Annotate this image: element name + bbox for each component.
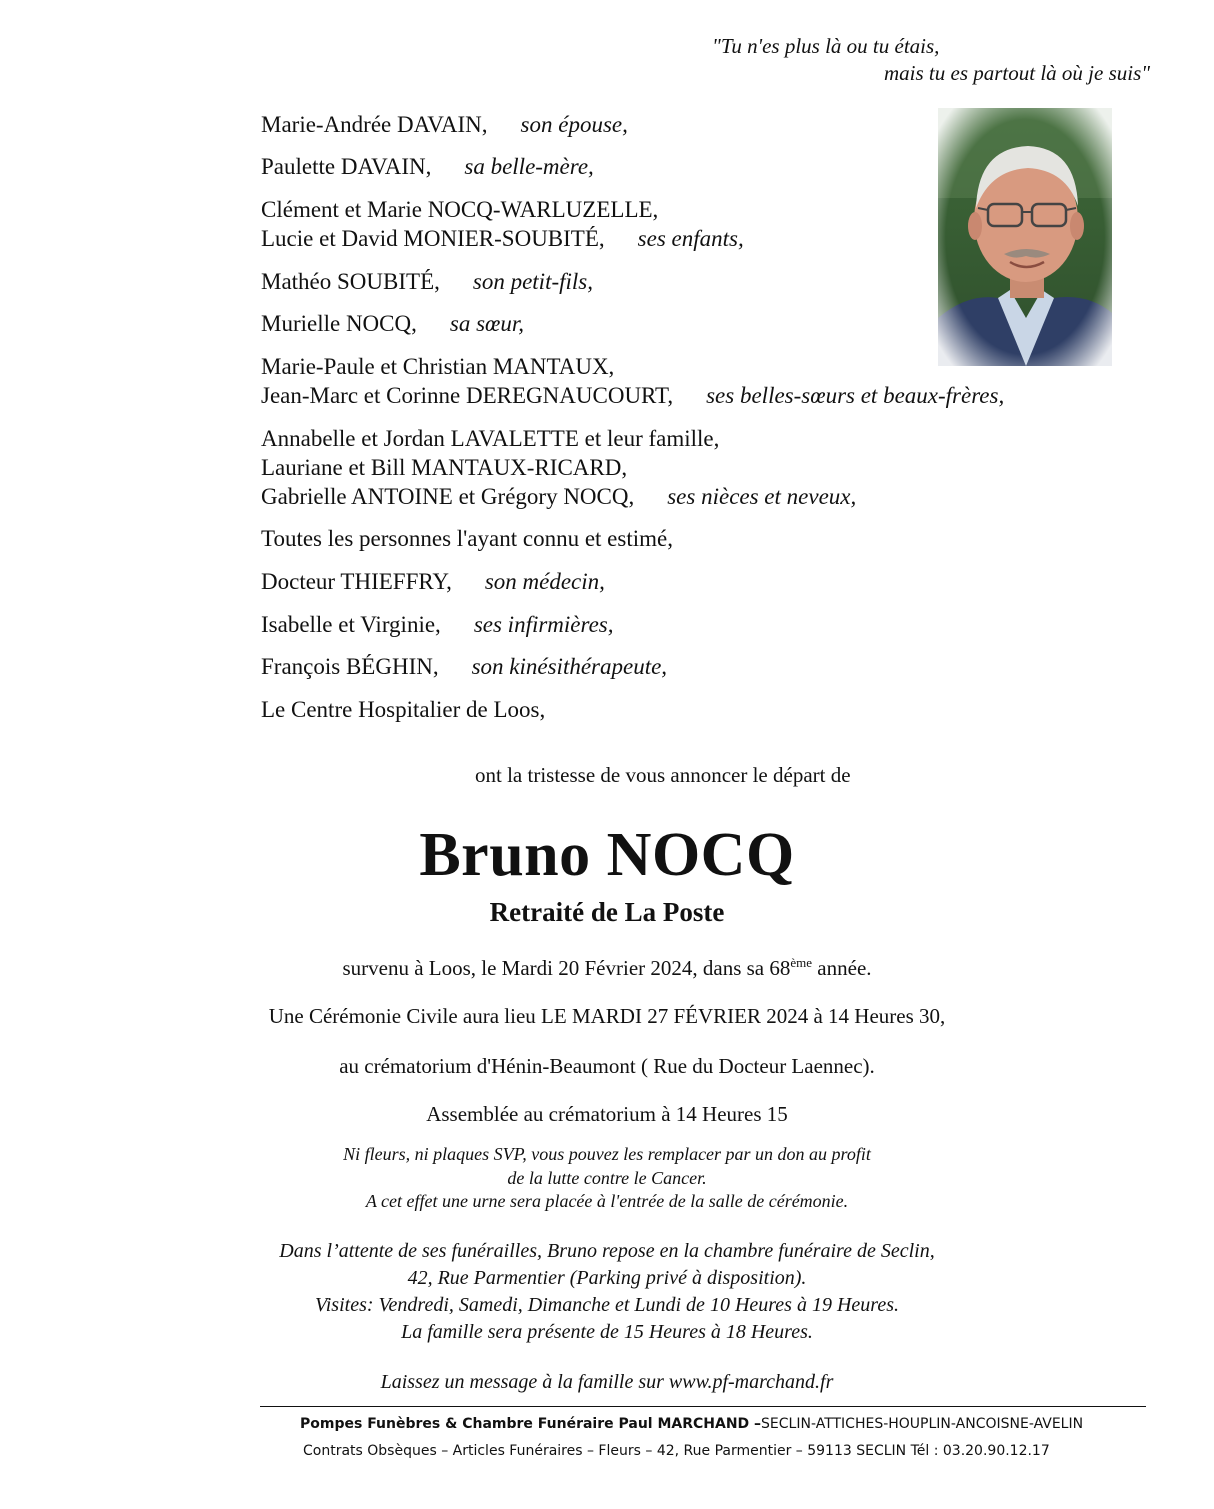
epigraph-line-2: mais tu es partout là où je suis" bbox=[884, 61, 1151, 85]
death-text-end: année. bbox=[812, 956, 872, 980]
announcement-text: ont la tristesse de vous annoncer le départ de bbox=[475, 763, 851, 787]
family-entry bbox=[261, 567, 605, 596]
flowers-note-line: de la lutte contre le Cancer. bbox=[507, 1167, 707, 1188]
family-names: Le Centre Hospitalier de Loos, bbox=[261, 697, 546, 722]
family-names: Paulette DAVAIN, bbox=[261, 154, 432, 179]
assembly-time: Assemblée au crématorium à 14 Heures 15 bbox=[426, 1102, 788, 1126]
deceased-name: Bruno NOCQ bbox=[419, 821, 795, 889]
family-names: Clément et Marie NOCQ-WARLUZELLE, bbox=[261, 197, 659, 222]
family-names: Docteur THIEFFRY, bbox=[261, 569, 452, 594]
family-relation: ses belles-sœurs et beaux-frères, bbox=[706, 383, 1005, 408]
family-entry bbox=[261, 610, 614, 639]
family-entry bbox=[261, 695, 545, 724]
family-entry bbox=[261, 309, 524, 338]
family-relation: ses enfants, bbox=[637, 226, 744, 251]
epigraph-line-1: "Tu n'es plus là ou tu étais, bbox=[712, 34, 940, 58]
footer-company: Pompes Funèbres & Chambre Funéraire Paul MARCHAND – bbox=[300, 1416, 762, 1432]
family-entry bbox=[261, 652, 667, 681]
family-entry bbox=[261, 524, 673, 553]
family-names: Toutes les personnes l'ayant connu et estimé, bbox=[261, 526, 673, 551]
death-ordinal-suffix: ème bbox=[790, 955, 813, 970]
footer-line-2: Contrats Obsèques – Articles Funéraires – Fleurs – 42, Rue Parmentier – 59113 SECLIN Tél : 03.20.90.12.17 bbox=[303, 1443, 1050, 1459]
family-entry bbox=[261, 424, 856, 511]
family-relation: son petit-fils, bbox=[472, 269, 593, 294]
family-names: Lauriane et Bill MANTAUX-RICARD, bbox=[261, 455, 628, 480]
family-relation: son épouse, bbox=[520, 112, 628, 137]
family-entry bbox=[261, 152, 594, 181]
funeral-home-info bbox=[0, 1238, 1214, 1346]
family-names: Gabrielle ANTOINE et Grégory NOCQ, bbox=[261, 484, 635, 509]
deceased-title: Retraité de La Poste bbox=[489, 897, 725, 927]
family-names: Murielle NOCQ, bbox=[261, 311, 417, 336]
family-relation: son kinésithérapeute, bbox=[471, 654, 668, 679]
family-relation: sa belle-mère, bbox=[464, 154, 594, 179]
family-relation: ses infirmières, bbox=[473, 612, 614, 637]
family-entry bbox=[261, 195, 744, 253]
death-text: survenu à Loos, le Mardi 20 Février 2024, dans sa 68 bbox=[342, 956, 791, 980]
family-names: Marie-Andrée DAVAIN, bbox=[261, 112, 488, 137]
family-names: Lucie et David MONIER-SOUBITÉ, bbox=[261, 226, 605, 251]
flowers-note-line: A cet effet une urne sera placée à l'entrée de la salle de cérémonie. bbox=[365, 1191, 849, 1211]
funeral-home-line: La famille sera présente de 15 Heures à 18 Heures. bbox=[401, 1321, 813, 1343]
family-names: Jean-Marc et Corinne DEREGNAUCOURT, bbox=[261, 383, 674, 408]
funeral-home-line: Visites: Vendredi, Samedi, Dimanche et Lundi de 10 Heures à 19 Heures. bbox=[315, 1294, 899, 1316]
flowers-note bbox=[0, 1143, 1214, 1214]
family-entry bbox=[261, 267, 593, 296]
message-link[interactable]: Laissez un message à la famille sur www.pf-marchand.fr bbox=[380, 1371, 834, 1393]
family-names: François BÉGHIN, bbox=[261, 654, 439, 679]
family-entry bbox=[261, 110, 628, 139]
family-names: Mathéo SOUBITÉ, bbox=[261, 269, 440, 294]
footer-line-1 bbox=[300, 1416, 1083, 1432]
ceremony-line: Une Cérémonie Civile aura lieu LE MARDI 27 FÉVRIER 2024 à 14 Heures 30, bbox=[268, 1004, 946, 1028]
footer-towns: SECLIN-ATTICHES-HOUPLIN-ANCOISNE-AVELIN bbox=[761, 1416, 1084, 1432]
family-relation: sa sœur, bbox=[449, 311, 525, 336]
portrait-photo bbox=[938, 108, 1112, 366]
death-notice bbox=[0, 955, 1214, 981]
funeral-home-line: Dans l’attente de ses funérailles, Bruno repose en la chambre funéraire de Seclin, bbox=[279, 1240, 935, 1262]
flowers-note-line: Ni fleurs, ni plaques SVP, vous pouvez les remplacer par un don au profit bbox=[343, 1144, 871, 1164]
footer-divider bbox=[260, 1406, 1146, 1407]
ceremony-location: au crématorium d'Hénin-Beaumont ( Rue du Docteur Laennec). bbox=[339, 1054, 875, 1078]
family-names: Annabelle et Jordan LAVALETTE et leur famille, bbox=[261, 426, 720, 451]
family-relation: son médecin, bbox=[484, 569, 605, 594]
family-names: Isabelle et Virginie, bbox=[261, 612, 441, 637]
funeral-home-line: 42, Rue Parmentier (Parking privé à disposition). bbox=[407, 1267, 807, 1289]
family-relation: ses nièces et neveux, bbox=[667, 484, 857, 509]
family-names: Marie-Paule et Christian MANTAUX, bbox=[261, 354, 615, 379]
family-entry bbox=[261, 352, 1004, 410]
